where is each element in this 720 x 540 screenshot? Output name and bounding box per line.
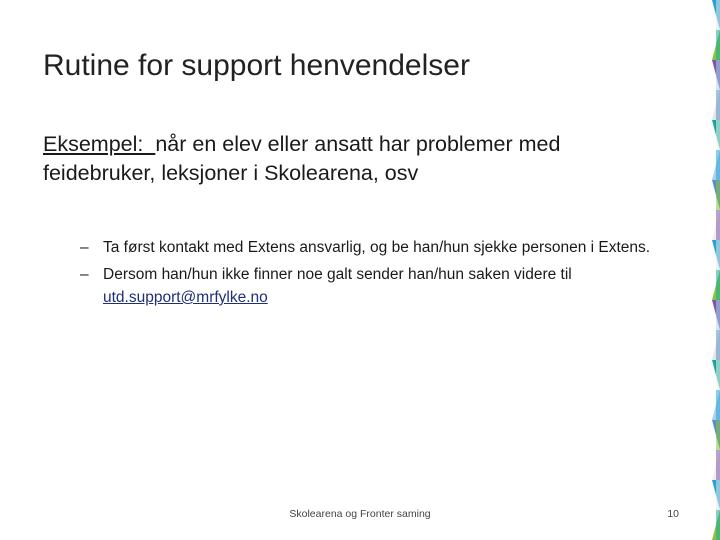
decorative-band <box>716 120 720 150</box>
example-paragraph <box>43 130 653 188</box>
decorative-band <box>716 90 720 120</box>
decorative-band <box>716 240 720 270</box>
bullet-text: Dersom han/hun ikke finner noe galt sender han/hun saken videre til <box>103 266 572 283</box>
page-number: 10 <box>667 508 679 520</box>
example-text: når en elev eller ansatt har problemer med feidebruker, leksjoner i Skolearena, osv <box>43 132 561 185</box>
decorative-band <box>716 420 720 450</box>
decorative-band <box>716 390 720 420</box>
decorative-band <box>716 360 720 390</box>
decorative-band <box>716 30 720 60</box>
decorative-edge-stripe <box>712 0 720 540</box>
example-label: Eksempel: <box>43 132 156 156</box>
support-email-link[interactable]: utd.support@mrfylke.no <box>103 289 268 306</box>
decorative-band <box>716 150 720 180</box>
dash-marker: – <box>80 266 89 283</box>
bullet-list <box>80 236 680 313</box>
list-item <box>80 236 680 259</box>
slide-title: Rutine for support henvendelser <box>43 49 470 82</box>
decorative-band <box>716 210 720 240</box>
list-item <box>80 263 680 309</box>
decorative-band <box>716 270 720 300</box>
decorative-band <box>716 0 720 30</box>
decorative-band <box>716 180 720 210</box>
footer-text: Skolearena og Fronter saming <box>289 508 431 520</box>
dash-marker: – <box>80 239 89 256</box>
decorative-band <box>716 510 720 540</box>
bullet-text: Ta først kontakt med Extens ansvarlig, og be han/hun sjekke personen i Extens. <box>103 239 651 256</box>
decorative-band <box>716 450 720 480</box>
decorative-band <box>716 330 720 360</box>
decorative-band <box>716 300 720 330</box>
decorative-band <box>716 60 720 90</box>
decorative-band <box>716 480 720 510</box>
